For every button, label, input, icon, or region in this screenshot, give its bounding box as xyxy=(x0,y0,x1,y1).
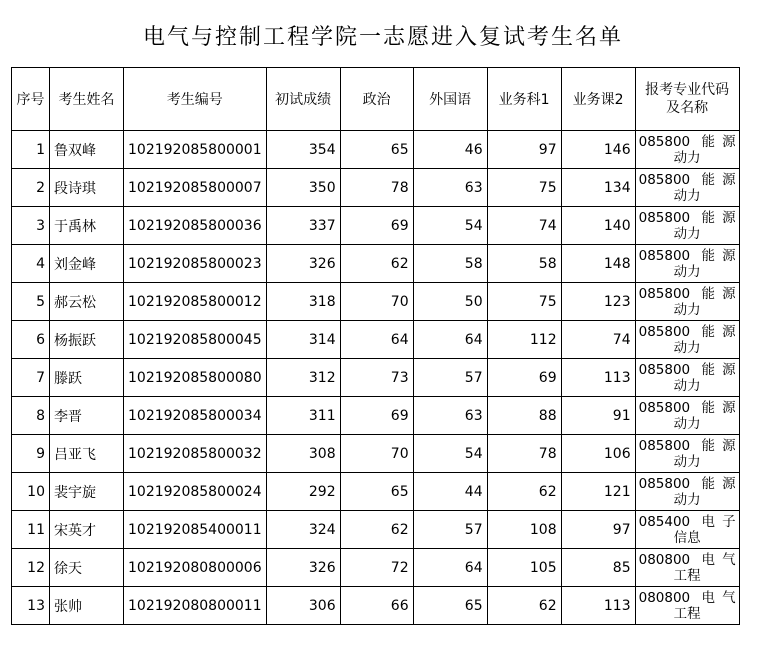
subject1-score: 74 xyxy=(487,207,561,245)
table-row xyxy=(12,321,740,359)
candidate-id: 102192085800032 xyxy=(124,435,267,473)
major-name: 动力 xyxy=(673,377,701,394)
total-score: 308 xyxy=(266,435,340,473)
language-score: 54 xyxy=(413,207,487,245)
major-code: 085800 能源 xyxy=(638,399,736,416)
subject2-score: 97 xyxy=(561,511,635,549)
subject1-score: 78 xyxy=(487,435,561,473)
candidate-name: 徐天 xyxy=(50,549,124,587)
major-cell xyxy=(635,169,739,207)
subject1-score: 97 xyxy=(487,131,561,169)
row-number: 1 xyxy=(12,131,50,169)
total-score: 350 xyxy=(266,169,340,207)
candidate-id: 102192085800080 xyxy=(124,359,267,397)
total-score: 337 xyxy=(266,207,340,245)
major-cell xyxy=(635,207,739,245)
language-score: 64 xyxy=(413,321,487,359)
language-score: 64 xyxy=(413,549,487,587)
politics-score: 69 xyxy=(340,207,413,245)
table-row xyxy=(12,359,740,397)
language-score: 65 xyxy=(413,587,487,625)
subject2-score: 85 xyxy=(561,549,635,587)
major-code: 085800 能源 xyxy=(638,285,736,302)
total-score: 326 xyxy=(266,549,340,587)
candidate-name: 杨振跃 xyxy=(50,321,124,359)
subject2-score: 146 xyxy=(561,131,635,169)
major-cell xyxy=(635,473,739,511)
politics-score: 70 xyxy=(340,435,413,473)
table-row xyxy=(12,587,740,625)
politics-score: 62 xyxy=(340,245,413,283)
header-major: 报考专业代码及名称 xyxy=(635,68,739,131)
candidate-name: 郝云松 xyxy=(50,283,124,321)
total-score: 324 xyxy=(266,511,340,549)
major-cell xyxy=(635,245,739,283)
total-score: 312 xyxy=(266,359,340,397)
major-code: 085800 能源 xyxy=(638,361,736,378)
major-name: 动力 xyxy=(673,491,701,508)
major-code: 085800 能源 xyxy=(638,209,736,226)
page-title: 电气与控制工程学院一志愿进入复试考生名单 xyxy=(142,25,623,50)
candidate-name: 李晋 xyxy=(50,397,124,435)
total-score: 292 xyxy=(266,473,340,511)
major-cell xyxy=(635,511,739,549)
row-number: 9 xyxy=(12,435,50,473)
header-language: 外国语 xyxy=(413,68,487,131)
candidate-name: 张帅 xyxy=(50,587,124,625)
total-score: 354 xyxy=(266,131,340,169)
major-name: 工程 xyxy=(673,567,701,584)
row-number: 7 xyxy=(12,359,50,397)
politics-score: 78 xyxy=(340,169,413,207)
politics-score: 66 xyxy=(340,587,413,625)
subject2-score: 91 xyxy=(561,397,635,435)
major-name: 动力 xyxy=(673,187,701,204)
candidate-id: 102192080800006 xyxy=(124,549,267,587)
candidate-id: 102192080800011 xyxy=(124,587,267,625)
major-name: 动力 xyxy=(673,453,701,470)
major-name: 动力 xyxy=(673,263,701,280)
politics-score: 65 xyxy=(340,131,413,169)
major-cell xyxy=(635,397,739,435)
subject1-score: 75 xyxy=(487,283,561,321)
row-number: 4 xyxy=(12,245,50,283)
table-row xyxy=(12,473,740,511)
subject1-score: 69 xyxy=(487,359,561,397)
row-number: 11 xyxy=(12,511,50,549)
major-cell xyxy=(635,587,739,625)
language-score: 50 xyxy=(413,283,487,321)
major-cell xyxy=(635,131,739,169)
major-cell xyxy=(635,359,739,397)
header-id: 考生编号 xyxy=(124,68,267,131)
subject2-score: 113 xyxy=(561,587,635,625)
candidate-id: 102192085800034 xyxy=(124,397,267,435)
row-number: 3 xyxy=(12,207,50,245)
total-score: 306 xyxy=(266,587,340,625)
table-row xyxy=(12,245,740,283)
candidate-name: 鲁双峰 xyxy=(50,131,124,169)
politics-score: 69 xyxy=(340,397,413,435)
total-score: 311 xyxy=(266,397,340,435)
major-code: 080800 电气 xyxy=(638,551,736,568)
row-number: 12 xyxy=(12,549,50,587)
subject1-score: 108 xyxy=(487,511,561,549)
candidate-name: 裴宇旋 xyxy=(50,473,124,511)
language-score: 46 xyxy=(413,131,487,169)
header-no: 序号 xyxy=(12,68,50,131)
table-row xyxy=(12,511,740,549)
table-row xyxy=(12,283,740,321)
row-number: 8 xyxy=(12,397,50,435)
subject2-score: 134 xyxy=(561,169,635,207)
major-cell xyxy=(635,321,739,359)
candidate-id: 102192085800007 xyxy=(124,169,267,207)
major-code: 085800 能源 xyxy=(638,171,736,188)
candidate-id: 102192085800001 xyxy=(124,131,267,169)
header-row xyxy=(12,68,740,131)
major-name: 动力 xyxy=(673,339,701,356)
language-score: 57 xyxy=(413,359,487,397)
subject1-score: 62 xyxy=(487,473,561,511)
candidate-name: 于禹林 xyxy=(50,207,124,245)
candidate-id: 102192085800036 xyxy=(124,207,267,245)
subject2-score: 148 xyxy=(561,245,635,283)
table-row xyxy=(12,169,740,207)
header-subject1: 业务科1 xyxy=(487,68,561,131)
table-row xyxy=(12,549,740,587)
candidate-name: 段诗琪 xyxy=(50,169,124,207)
subject1-score: 105 xyxy=(487,549,561,587)
politics-score: 64 xyxy=(340,321,413,359)
major-code: 085400 电子 xyxy=(638,513,736,530)
candidate-name: 吕亚飞 xyxy=(50,435,124,473)
table-row xyxy=(12,207,740,245)
table-row xyxy=(12,131,740,169)
subject1-score: 75 xyxy=(487,169,561,207)
subject2-score: 123 xyxy=(561,283,635,321)
language-score: 63 xyxy=(413,169,487,207)
politics-score: 70 xyxy=(340,283,413,321)
subject2-score: 121 xyxy=(561,473,635,511)
row-number: 2 xyxy=(12,169,50,207)
candidate-name: 滕跃 xyxy=(50,359,124,397)
subject1-score: 58 xyxy=(487,245,561,283)
politics-score: 72 xyxy=(340,549,413,587)
header-subject2: 业务课2 xyxy=(561,68,635,131)
major-code: 085800 能源 xyxy=(638,247,736,264)
major-name: 工程 xyxy=(673,605,701,622)
politics-score: 65 xyxy=(340,473,413,511)
subject1-score: 88 xyxy=(487,397,561,435)
subject2-score: 140 xyxy=(561,207,635,245)
subject2-score: 106 xyxy=(561,435,635,473)
language-score: 63 xyxy=(413,397,487,435)
language-score: 58 xyxy=(413,245,487,283)
row-number: 13 xyxy=(12,587,50,625)
major-name: 动力 xyxy=(673,301,701,318)
subject2-score: 113 xyxy=(561,359,635,397)
politics-score: 73 xyxy=(340,359,413,397)
total-score: 314 xyxy=(266,321,340,359)
candidate-id: 102192085800012 xyxy=(124,283,267,321)
major-name: 动力 xyxy=(673,415,701,432)
politics-score: 62 xyxy=(340,511,413,549)
language-score: 57 xyxy=(413,511,487,549)
candidate-name: 宋英才 xyxy=(50,511,124,549)
subject1-score: 112 xyxy=(487,321,561,359)
candidate-table xyxy=(11,67,740,625)
major-cell xyxy=(635,435,739,473)
table-row xyxy=(12,435,740,473)
header-total: 初试成绩 xyxy=(266,68,340,131)
total-score: 318 xyxy=(266,283,340,321)
major-name: 信息 xyxy=(673,529,701,546)
candidate-id: 102192085800023 xyxy=(124,245,267,283)
candidate-id: 102192085400011 xyxy=(124,511,267,549)
row-number: 5 xyxy=(12,283,50,321)
header-politics: 政治 xyxy=(340,68,413,131)
candidate-id: 102192085800045 xyxy=(124,321,267,359)
subject2-score: 74 xyxy=(561,321,635,359)
major-code: 085800 能源 xyxy=(638,475,736,492)
subject1-score: 62 xyxy=(487,587,561,625)
major-code: 085800 能源 xyxy=(638,437,736,454)
major-cell xyxy=(635,283,739,321)
major-name: 动力 xyxy=(673,225,701,242)
header-name: 考生姓名 xyxy=(50,68,124,131)
candidate-id: 102192085800024 xyxy=(124,473,267,511)
major-code: 080800 电气 xyxy=(638,589,736,606)
major-code: 085800 能源 xyxy=(638,323,736,340)
row-number: 10 xyxy=(12,473,50,511)
table-row xyxy=(12,397,740,435)
language-score: 44 xyxy=(413,473,487,511)
row-number: 6 xyxy=(12,321,50,359)
major-cell xyxy=(635,549,739,587)
major-name: 动力 xyxy=(673,149,701,166)
language-score: 54 xyxy=(413,435,487,473)
total-score: 326 xyxy=(266,245,340,283)
candidate-name: 刘金峰 xyxy=(50,245,124,283)
major-code: 085800 能源 xyxy=(638,133,736,150)
